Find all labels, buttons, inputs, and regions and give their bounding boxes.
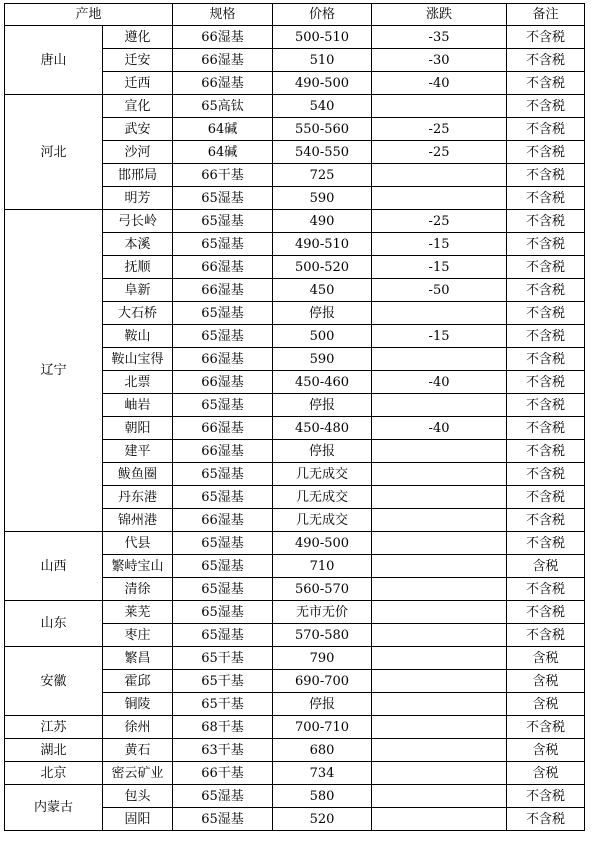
change-cell [372,486,507,509]
price-cell: 500-510 [273,26,372,49]
spec-cell: 65干基 [173,670,273,693]
header-price: 价格 [273,4,372,26]
note-cell: 不含税 [507,118,585,141]
header-change: 涨跌 [372,4,507,26]
table-row [5,601,585,624]
spec-cell: 66湿基 [173,417,273,440]
change-cell [372,693,507,716]
place-cell: 本溪 [103,233,173,256]
table-row [5,739,585,762]
spec-cell: 65湿基 [173,486,273,509]
note-cell: 不含税 [507,233,585,256]
note-cell: 不含税 [507,785,585,808]
note-cell: 不含税 [507,141,585,164]
spec-cell: 65湿基 [173,325,273,348]
change-cell [372,601,507,624]
change-cell: -40 [372,72,507,95]
note-cell: 不含税 [507,325,585,348]
spec-cell: 65湿基 [173,532,273,555]
spec-cell: 66湿基 [173,348,273,371]
price-cell: 490 [273,210,372,233]
change-cell [372,647,507,670]
price-cell: 停报 [273,394,372,417]
place-cell: 鲅鱼圈 [103,463,173,486]
note-cell: 含税 [507,670,585,693]
price-cell: 790 [273,647,372,670]
price-cell: 710 [273,555,372,578]
place-cell: 大石桥 [103,302,173,325]
price-cell: 590 [273,187,372,210]
spec-cell: 65湿基 [173,463,273,486]
change-cell: -40 [372,371,507,394]
spec-cell: 66湿基 [173,509,273,532]
price-cell: 停报 [273,302,372,325]
place-cell: 枣庄 [103,624,173,647]
table-row [5,210,585,233]
price-cell: 540 [273,95,372,118]
note-cell: 含税 [507,555,585,578]
header-note: 备注 [507,4,585,26]
region-cell: 河北 [5,95,103,210]
change-cell: -15 [372,256,507,279]
spec-cell: 65湿基 [173,187,273,210]
note-cell: 不含税 [507,601,585,624]
change-cell: -25 [372,210,507,233]
spec-cell: 65湿基 [173,808,273,831]
place-cell: 黄石 [103,739,173,762]
spec-cell: 65湿基 [173,233,273,256]
price-cell: 几无成交 [273,486,372,509]
region-cell: 北京 [5,762,103,785]
place-cell: 鞍山宝得 [103,348,173,371]
change-cell: -40 [372,417,507,440]
change-cell [372,302,507,325]
place-cell: 繁峙宝山 [103,555,173,578]
note-cell: 不含税 [507,371,585,394]
spec-cell: 65湿基 [173,555,273,578]
place-cell: 固阳 [103,808,173,831]
note-cell: 不含税 [507,72,585,95]
change-cell [372,624,507,647]
note-cell: 不含税 [507,187,585,210]
region-cell: 唐山 [5,26,103,95]
price-cell: 560-570 [273,578,372,601]
change-cell [372,555,507,578]
note-cell: 不含税 [507,808,585,831]
price-cell: 450-480 [273,417,372,440]
price-cell: 520 [273,808,372,831]
region-cell: 江苏 [5,716,103,739]
spec-cell: 65湿基 [173,210,273,233]
iron-ore-price-table [4,3,585,831]
change-cell [372,463,507,486]
note-cell: 含税 [507,647,585,670]
price-table-container [4,3,585,831]
spec-cell: 65湿基 [173,394,273,417]
change-cell [372,509,507,532]
change-cell: -15 [372,233,507,256]
note-cell: 不含税 [507,624,585,647]
place-cell: 密云矿业 [103,762,173,785]
price-cell: 680 [273,739,372,762]
note-cell: 不含税 [507,463,585,486]
place-cell: 建平 [103,440,173,463]
table-row [5,95,585,118]
change-cell [372,394,507,417]
place-cell: 北票 [103,371,173,394]
change-cell [372,762,507,785]
note-cell: 含税 [507,762,585,785]
place-cell: 霍邱 [103,670,173,693]
header-spec: 规格 [173,4,273,26]
spec-cell: 65湿基 [173,601,273,624]
price-cell: 490-510 [273,233,372,256]
place-cell: 清徐 [103,578,173,601]
spec-cell: 65湿基 [173,302,273,325]
price-cell: 450-460 [273,371,372,394]
place-cell: 岫岩 [103,394,173,417]
spec-cell: 66干基 [173,164,273,187]
spec-cell: 66湿基 [173,256,273,279]
change-cell: -25 [372,118,507,141]
spec-cell: 65干基 [173,693,273,716]
price-cell: 700-710 [273,716,372,739]
place-cell: 丹东港 [103,486,173,509]
change-cell [372,95,507,118]
place-cell: 包头 [103,785,173,808]
place-cell: 武安 [103,118,173,141]
place-cell: 邯邢局 [103,164,173,187]
spec-cell: 63干基 [173,739,273,762]
table-row [5,762,585,785]
spec-cell: 68干基 [173,716,273,739]
price-cell: 540-550 [273,141,372,164]
place-cell: 朝阳 [103,417,173,440]
change-cell [372,716,507,739]
price-cell: 490-500 [273,532,372,555]
price-cell: 500 [273,325,372,348]
change-cell [372,739,507,762]
note-cell: 不含税 [507,49,585,72]
place-cell: 繁昌 [103,647,173,670]
table-row [5,785,585,808]
place-cell: 鞍山 [103,325,173,348]
price-cell: 500-520 [273,256,372,279]
table-row [5,716,585,739]
header-origin: 产地 [5,4,173,26]
change-cell [372,532,507,555]
change-cell [372,164,507,187]
note-cell: 不含税 [507,26,585,49]
spec-cell: 66湿基 [173,72,273,95]
place-cell: 莱芜 [103,601,173,624]
change-cell: -30 [372,49,507,72]
change-cell [372,348,507,371]
change-cell [372,785,507,808]
place-cell: 明芳 [103,187,173,210]
table-row [5,647,585,670]
price-cell: 580 [273,785,372,808]
price-cell: 几无成交 [273,509,372,532]
note-cell: 不含税 [507,164,585,187]
spec-cell: 66湿基 [173,49,273,72]
change-cell [372,808,507,831]
note-cell: 不含税 [507,394,585,417]
note-cell: 不含税 [507,440,585,463]
region-cell: 辽宁 [5,210,103,532]
region-cell: 山西 [5,532,103,601]
place-cell: 宣化 [103,95,173,118]
change-cell [372,440,507,463]
price-cell: 734 [273,762,372,785]
change-cell [372,187,507,210]
spec-cell: 64碱 [173,118,273,141]
price-cell: 停报 [273,440,372,463]
note-cell: 不含税 [507,486,585,509]
price-cell: 570-580 [273,624,372,647]
note-cell: 不含税 [507,417,585,440]
change-cell: -35 [372,26,507,49]
place-cell: 迁安 [103,49,173,72]
spec-cell: 66干基 [173,762,273,785]
change-cell: -25 [372,141,507,164]
spec-cell: 66湿基 [173,440,273,463]
table-header-row [5,4,585,26]
change-cell [372,578,507,601]
spec-cell: 65高钛 [173,95,273,118]
price-cell: 停报 [273,693,372,716]
note-cell: 不含税 [507,348,585,371]
place-cell: 弓长岭 [103,210,173,233]
price-cell: 725 [273,164,372,187]
spec-cell: 66湿基 [173,371,273,394]
note-cell: 不含税 [507,256,585,279]
spec-cell: 65湿基 [173,624,273,647]
note-cell: 不含税 [507,578,585,601]
price-cell: 690-700 [273,670,372,693]
place-cell: 迁西 [103,72,173,95]
note-cell: 不含税 [507,716,585,739]
price-cell: 490-500 [273,72,372,95]
note-cell: 含税 [507,693,585,716]
note-cell: 不含税 [507,509,585,532]
note-cell: 含税 [507,739,585,762]
note-cell: 不含税 [507,279,585,302]
note-cell: 不含税 [507,95,585,118]
place-cell: 沙河 [103,141,173,164]
table-body [5,26,585,831]
change-cell [372,670,507,693]
place-cell: 遵化 [103,26,173,49]
region-cell: 山东 [5,601,103,647]
change-cell: -50 [372,279,507,302]
place-cell: 锦州港 [103,509,173,532]
place-cell: 代县 [103,532,173,555]
region-cell: 安徽 [5,647,103,716]
price-cell: 510 [273,49,372,72]
note-cell: 不含税 [507,532,585,555]
change-cell: -15 [372,325,507,348]
price-cell: 450 [273,279,372,302]
price-cell: 550-560 [273,118,372,141]
table-row [5,532,585,555]
place-cell: 阜新 [103,279,173,302]
spec-cell: 64碱 [173,141,273,164]
spec-cell: 66湿基 [173,26,273,49]
price-cell: 几无成交 [273,463,372,486]
spec-cell: 65湿基 [173,578,273,601]
spec-cell: 65干基 [173,647,273,670]
note-cell: 不含税 [507,302,585,325]
place-cell: 抚顺 [103,256,173,279]
place-cell: 铜陵 [103,693,173,716]
note-cell: 不含税 [507,210,585,233]
place-cell: 徐州 [103,716,173,739]
spec-cell: 65湿基 [173,785,273,808]
region-cell: 湖北 [5,739,103,762]
region-cell: 内蒙古 [5,785,103,831]
table-row [5,26,585,49]
price-cell: 无市无价 [273,601,372,624]
price-cell: 590 [273,348,372,371]
spec-cell: 66湿基 [173,279,273,302]
